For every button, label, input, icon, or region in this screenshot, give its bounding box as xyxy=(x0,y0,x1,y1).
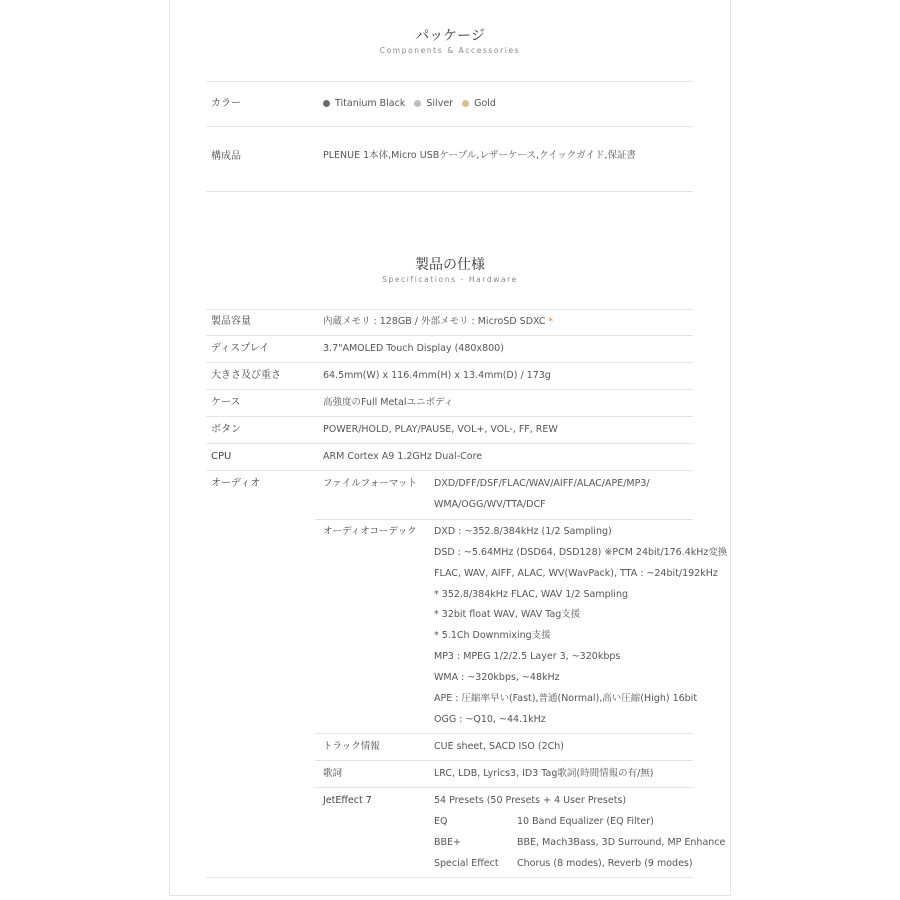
contents-value: PLENUE 1本体,Micro USBケーブル,レザーケース,クイックガイド,保証書 xyxy=(323,150,637,161)
spec-value-capacity: 内蔵メモリ : 128GB / 外部メモリ : MicroSD SDXC * xyxy=(323,316,553,327)
divider xyxy=(315,519,693,520)
codec-line: * 5.1Ch Downmixing支援 xyxy=(434,630,551,641)
codec-line: FLAC, WAV, AIFF, ALAC, WV(WavPack), TTA : ~24bit/192kHz xyxy=(434,568,718,579)
spec-value: 高強度のFull Metalユニボディ xyxy=(323,397,454,408)
color-option-titanium-black: Titanium Black xyxy=(323,98,405,109)
spec-card xyxy=(169,0,731,896)
divider xyxy=(206,335,693,336)
package-title: パッケージ xyxy=(415,28,485,44)
color-dot-icon xyxy=(462,100,469,107)
color-options xyxy=(323,98,502,110)
color-option-gold: Gold xyxy=(462,98,496,109)
lyrics-label: 歌詞 xyxy=(323,768,343,779)
divider xyxy=(315,760,693,761)
codec-line: MP3 : MPEG 1/2/2.5 Layer 3, ~320kbps xyxy=(434,651,621,662)
lyrics-value: LRC, LDB, Lyrics3, ID3 Tag歌詞(時間情報の有/無) xyxy=(434,768,654,779)
jeteffect-item-name: Special Effect xyxy=(434,858,499,869)
divider xyxy=(206,126,693,127)
color-dot-icon xyxy=(323,100,330,107)
specs-subtitle: Specifications - Hardware xyxy=(382,275,518,284)
jeteffect-item-value: BBE, Mach3Bass, 3D Surround, MP Enhance xyxy=(517,837,726,848)
specs-title: 製品の仕様 xyxy=(415,257,485,273)
jeteffect-label: JetEffect 7 xyxy=(323,795,372,806)
codec-line: * 32bit float WAV, WAV Tag支援 xyxy=(434,609,581,620)
spec-value: ARM Cortex A9 1.2GHz Dual-Core xyxy=(323,451,483,462)
jeteffect-value: 54 Presets (50 Presets + 4 User Presets) xyxy=(434,795,627,806)
spec-label: ボタン xyxy=(211,424,241,435)
divider xyxy=(315,733,693,734)
codec-line: DXD : ~352.8/384kHz (1/2 Sampling) xyxy=(434,526,612,537)
spec-value: 64.5mm(W) x 116.4mm(H) x 13.4mm(D) / 173g xyxy=(323,370,551,381)
track-info-value: CUE sheet, SACD ISO (2Ch) xyxy=(434,741,564,752)
file-format-line: WMA/OGG/WV/TTA/DCF xyxy=(434,499,546,510)
divider xyxy=(206,470,693,471)
divider xyxy=(315,787,693,788)
track-info-label: トラック情報 xyxy=(323,741,380,752)
spec-value: POWER/HOLD, PLAY/PAUSE, VOL+, VOL-, FF, REW xyxy=(323,424,558,435)
note-mark: * xyxy=(548,317,553,327)
contents-label: 構成品 xyxy=(211,151,241,162)
spec-label: 製品容量 xyxy=(211,316,251,327)
color-option-silver: Silver xyxy=(414,98,453,109)
divider xyxy=(206,389,693,390)
audio-label: オーディオ xyxy=(211,478,261,489)
spec-label: CPU xyxy=(211,451,232,462)
divider xyxy=(206,877,693,878)
jeteffect-item-value: Chorus (8 modes), Reverb (9 modes) xyxy=(517,858,693,869)
divider xyxy=(206,443,693,444)
divider xyxy=(206,416,693,417)
codec-line: DSD : ~5.64MHz (DSD64, DSD128) ※PCM 24bit/176.4kHz変換 xyxy=(434,547,728,558)
package-subtitle: Components & Accessories xyxy=(379,46,521,55)
codec-line: WMA : ~320kbps, ~48kHz xyxy=(434,672,560,683)
divider xyxy=(206,309,693,310)
file-format-label: ファイルフォーマット xyxy=(323,478,417,489)
jeteffect-item-value: 10 Band Equalizer (EQ Filter) xyxy=(517,816,654,827)
color-dot-icon xyxy=(414,100,421,107)
codec-line: APE : 圧縮率早い(Fast),普通(Normal),高い圧縮(High) 16bit xyxy=(434,693,698,704)
codec-line: OGG : ~Q10, ~44.1kHz xyxy=(434,714,546,725)
spec-label: ケース xyxy=(211,397,241,408)
file-format-line: DXD/DFF/DSF/FLAC/WAV/AIFF/ALAC/APE/MP3/ xyxy=(434,478,650,489)
divider xyxy=(206,362,693,363)
jeteffect-item-name: BBE+ xyxy=(434,837,461,848)
color-label: カラー xyxy=(211,98,241,109)
codec-label: オーディオコーデック xyxy=(323,526,417,537)
divider xyxy=(206,81,693,82)
spec-label: 大きさ及び重さ xyxy=(211,370,281,381)
codec-line: * 352.8/384kHz FLAC, WAV 1/2 Sampling xyxy=(434,589,628,600)
divider xyxy=(206,191,693,192)
spec-value: 3.7"AMOLED Touch Display (480x800) xyxy=(323,343,504,354)
spec-label: ディスプレイ xyxy=(211,343,270,354)
jeteffect-item-name: EQ xyxy=(434,816,448,827)
